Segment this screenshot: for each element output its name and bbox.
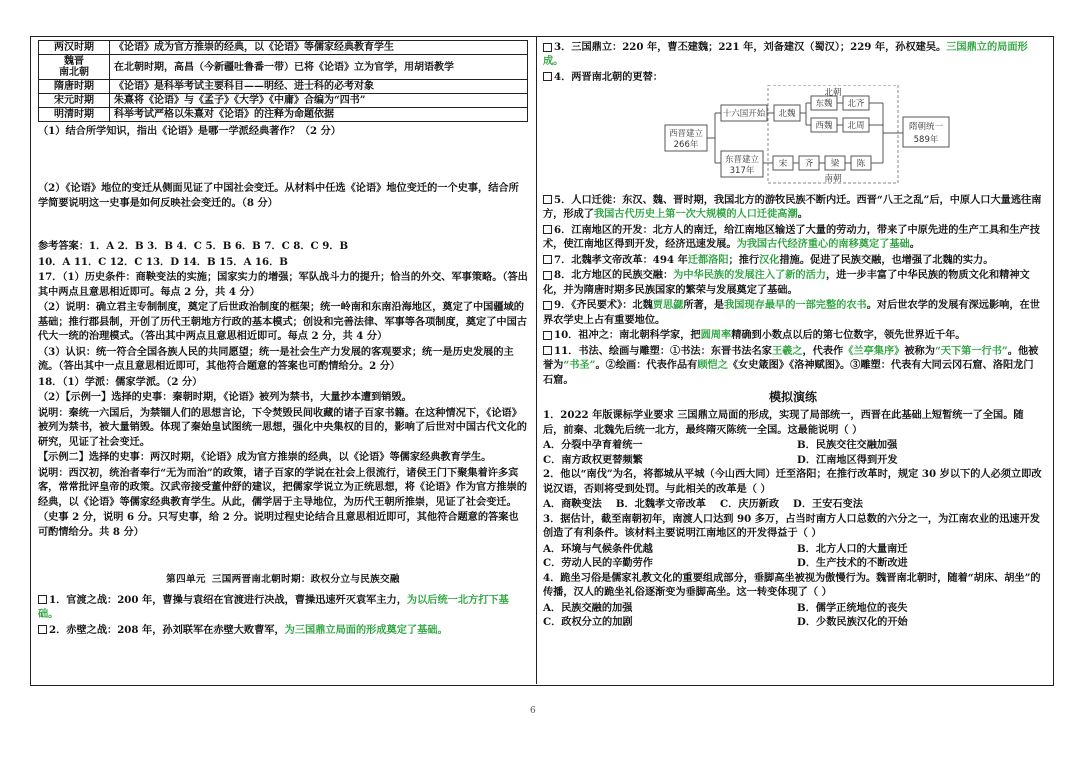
item-8: 8．北方地区的民族交融：为中华民族的发展注入了新的活力，进一步丰富了中华民族的物质文化和精神文化，并为隋唐时期多民族国家的繁荣与发展奠定了基础。 xyxy=(543,269,1030,296)
answer-17-3: （3）认识：统一符合全国各族人民的共同愿望；统一是社会生产力发展的客观要求；统一是历史发展的主流。（答出其中一点且意思相近即可，其他符合题意的答案也可酌情给分。2 分） xyxy=(38,345,514,373)
checkbox-icon xyxy=(543,255,552,264)
option: B．儒学正统地位的丧失 xyxy=(797,601,908,614)
option: D．少数民族汉化的开始 xyxy=(797,616,908,629)
label-xijin: 西晋建立 xyxy=(668,129,704,140)
option: C．政权分立的加剧 xyxy=(543,616,633,629)
column-divider xyxy=(536,36,537,684)
option: D．生产技术的不断改进 xyxy=(797,557,908,570)
checkbox-icon xyxy=(543,195,552,204)
table-cell-era: 明清时期 xyxy=(39,108,110,122)
mock-question-3-options xyxy=(543,542,1043,571)
answer-key-header: 参考答案：1．A 2．B 3．B 4．C 5．B 6．B 7．C 8．C 9．B xyxy=(38,240,349,253)
option: D．王安石变法 xyxy=(793,498,863,511)
checkbox-icon xyxy=(543,331,552,340)
question-2: （2）《论语》地位的变迁从侧面见证了中国社会变迁。从材料中任选《论语》地位变迁的一个史事，结合所学简要说明这一史事是如何反映社会变迁的。（8 分） xyxy=(38,182,519,209)
page-number: 6 xyxy=(530,706,536,716)
answer-key-line2: 10．A 11．C 12．C 13．D 14．B 15．A 16．B xyxy=(38,255,288,268)
option: C．南方政权更替频繁 xyxy=(543,453,643,466)
label-dongjin: 东晋建立 xyxy=(724,155,760,166)
option: D．江南地区得到开发 xyxy=(797,453,898,466)
table-cell-era: 宋元时期 xyxy=(39,94,110,108)
table-row xyxy=(39,94,528,108)
item-6: 6．江南地区的开发：北方人的南迁，给江南地区输送了大量的劳动力，带来了中原先进的生产工具和生产技术，使江南地区得到开发，经济迅速发展。为我国古代经济重心的南移奠定了基础。 xyxy=(543,223,1040,251)
label-589: 589年 xyxy=(913,135,939,146)
checkbox-icon xyxy=(543,301,552,310)
option: C．庆历新政 xyxy=(719,498,780,511)
table-row xyxy=(39,41,528,55)
label-qi: 齐 xyxy=(804,159,814,170)
label-beiqi: 北齐 xyxy=(847,99,865,110)
table-cell-text: 《论语》是科举考试主要科目——明经、进士科的必考对象 xyxy=(110,80,528,94)
answer-18-5: 说明：西汉初，统治者奉行“无为而治”的政策，诸子百家的学说在社会上很流行，诸侯王门下聚集着许多宾客，常常批评皇帝的政策。汉武帝接受董仲舒的建议，把儒家学说立为正统思想，将《论语》作为官方推崇的经典，以《论语》等儒家经典教育学生。从此，儒学居于主导地位，为历代王朝所推崇，见证了社会变迁。 xyxy=(38,466,527,508)
table-cell-era: 两汉时期 xyxy=(39,41,110,55)
label-song: 宋 xyxy=(778,159,788,170)
label-317: 317年 xyxy=(729,166,755,177)
table-cell-era: 隋唐时期 xyxy=(39,80,110,94)
label-sui: 隋朝统一 xyxy=(908,122,944,133)
question-1: （1）结合所学知识，指出《论语》是哪一学派经典著作？（2 分） xyxy=(38,125,341,137)
mock-question-2: 2．他以“南伐”为名，将都城从平城（今山西大同）迁至洛阳；在推行改革时，规定 30 岁以下的人必须立即改说汉语，否则将受到处罚。与此相关的改革是（ ） xyxy=(543,468,1042,495)
checkbox-icon xyxy=(38,625,47,634)
label-beichao: 北朝 xyxy=(824,88,842,99)
table-cell-text: 科举考试严格以朱熹对《论语》的注释为命题依据 xyxy=(110,108,528,122)
option: A．分裂中孕育着统一 xyxy=(543,439,643,452)
table-row xyxy=(39,108,528,122)
answer-18-6: （史事 2 分，说明 6 分。只写史事，给 2 分。说明过程史论结合且意思相近即可，其他符合题意的答案也可酌情给分。共 8 分） xyxy=(38,511,519,538)
item-7: 7．北魏孝文帝改革：494 年迁都洛阳；推行汉化措施。促进了民族交融，也增强了北魏的实力。 xyxy=(543,253,1043,267)
answer-17-1: 17．（1）历史条件：商鞅变法的实施；国家实力的增强；军队战斗力的提升；恰当的外交、军事策略。（答出其中两点且意思相近即可。每点 2 分，共 4 分） xyxy=(38,271,528,298)
label-chen: 陈 xyxy=(856,159,866,170)
checkbox-icon xyxy=(543,72,552,81)
mock-question-4: 4．跪坐习俗是儒家礼教文化的重要组成部分，垂脚高坐被视为傲慢行为。魏晋南北朝时，随着“胡床、胡坐”的传播，汉人的跪坐礼俗逐渐变为垂脚高坐。这一转变体现了（ ） xyxy=(543,571,1041,599)
label-266: 266年 xyxy=(673,140,699,151)
checkbox-icon xyxy=(543,346,552,355)
table-cell-text: 朱熹将《论语》与《孟子》《大学》《中庸》合编为“四书” xyxy=(110,94,528,108)
answer-18-4: 【示例二】选择的史事：两汉时期，《论语》成为官方推崇的经典，以《论语》等儒家经典教育学生。 xyxy=(38,451,492,464)
answer-18-2: （2）【示例一】选择的史事：秦朝时期，《论语》被列为禁书，大量抄本遭到销毁。 xyxy=(38,391,412,404)
mock-question-4-options xyxy=(543,601,1043,630)
item-11: 11．书法、绘画与雕塑：①书法：东晋书法名家王羲之，代表作《兰亭集序》被称为“天下第一行书”。他被誉为“书圣”。②绘画：代表作品有顾恺之《女史箴图》《洛神赋图》。③雕塑：代表有大同云冈石窟、洛阳龙门石窟。 xyxy=(543,344,1039,386)
item-10: 10．祖冲之：南北朝科学家，把圆周率精确到小数点以后的第七位数字，领先世界近千年。 xyxy=(543,328,1043,342)
checkbox-icon xyxy=(543,43,552,52)
label-beizhou: 北周 xyxy=(847,121,865,132)
label-beiwei: 北魏 xyxy=(778,109,796,120)
option: A．民族交融的加强 xyxy=(543,601,633,614)
mock-question-1: 1．2022 年版课标学业要求 三国鼎立局面的形成，实现了局部统一，西晋在此基础上短暂统一了全国。随后，前秦、北魏先后统一北方，最终隋灭陈统一全国。这最能说明（ ） xyxy=(543,409,1024,436)
answer-space xyxy=(38,139,528,181)
checkbox-icon xyxy=(38,595,47,604)
table-row xyxy=(39,80,528,94)
item-3: 3．三国鼎立：220 年，曹丕建魏；221 年，刘备建汉（蜀汉）；229 年，孙权建吴。三国鼎立的局面形成。 xyxy=(543,41,1028,68)
option: A．环境与气候条件优越 xyxy=(543,542,653,555)
mock-practice-title: 模拟演练 xyxy=(768,390,817,405)
item-2: 2．赤壁之战：208 年，孙刘联军在赤壁大败曹军，为三国鼎立局面的形成奠定了基础。 xyxy=(38,623,528,637)
right-column xyxy=(543,40,1043,630)
label-dongwei: 东魏 xyxy=(815,99,833,110)
answer-18-3: 说明：秦统一六国后，为禁锢人们的思想言论，下令焚毁民间收藏的诸子百家书籍。在这种情况下，《论语》被列为禁书，被大量销毁。体现了秦始皇试图统一思想，强化中央集权的目的，影响了后世对中国古代文化的研究，见证了社会变迁。 xyxy=(38,406,527,448)
label-xiwei: 西魏 xyxy=(815,121,833,132)
label-shiliuguo: 十六国开始 xyxy=(722,109,766,120)
item-9: 9．《齐民要术》：北魏贾思勰所著，是我国现存最早的一部完整的农书。对后世农学的发展有深远影响，在世界农学史上占有重要地位。 xyxy=(543,299,1040,326)
option: C．劳动人民的辛勤劳作 xyxy=(543,557,653,570)
dynasty-succession-diagram xyxy=(543,85,1043,187)
checkbox-icon xyxy=(543,225,552,234)
left-column xyxy=(38,40,528,638)
lunyu-status-table xyxy=(38,40,528,122)
answer-18-1: 18．（1）学派：儒家学派。（2 分） xyxy=(38,375,203,388)
mock-question-3: 3．据估计，截至南朝初年，南渡人口达到 90 多万，占当时南方人口总数的六分之一，为江南农业的迅速开发创造了有利条件。该材料主要说明江南地区的开发得益于（ ） xyxy=(543,512,1040,540)
answer-space xyxy=(38,211,528,239)
label-nanchao: 南朝 xyxy=(824,174,842,185)
table-cell-text: 在北朝时期，高昌（今新疆吐鲁番一带）已将《论语》立为官学，用胡语教学 xyxy=(110,55,528,80)
table-cell-era: 魏晋 南北朝 xyxy=(39,55,110,80)
table-row xyxy=(39,55,528,80)
item-4: 4．两晋南北朝的更替： xyxy=(543,70,1043,84)
option: B．北魏孝文帝改革 xyxy=(615,498,706,511)
table-cell-text: 《论语》成为官方推崇的经典，以《论语》等儒家经典教育学生 xyxy=(110,41,528,55)
item-1: 1．官渡之战：200 年，曹操与袁绍在官渡进行决战，曹操迅速歼灭袁军主力，为以后统一北方打下基础。 xyxy=(38,593,509,621)
mock-question-1-options xyxy=(543,438,1043,467)
option: A．商鞅变法 xyxy=(543,498,602,511)
label-liang: 梁 xyxy=(830,159,840,170)
option: B．民族交往交融加强 xyxy=(797,439,898,452)
checkbox-icon xyxy=(543,271,552,280)
item-5: 5．人口迁徙：东汉、魏、晋时期，我国北方的游牧民族不断内迁。西晋“八王之乱”后，中原人口大量逃往南方，形成了我国古代历史上第一次大规模的人口迁徙高潮。 xyxy=(543,193,1042,221)
mock-question-2-options xyxy=(543,497,1043,511)
chapter-title: 第四单元 三国两晋南北朝时期：政权分立与民族交融 xyxy=(166,574,400,586)
option: B．北方人口的大量南迁 xyxy=(797,542,908,555)
answer-17-2: （2）说明：确立君主专制制度，奠定了后世政治制度的框架；统一岭南和东南沿海地区，奠定了中国疆域的基础；推行郡县制，开创了历代王朝地方行政的基本模式；创设和完善法律、军事等各项制度，奠定了中国古代大一统的治理模式。（答出其中两点且意思相近即可。每点 2 分，共 4 分） xyxy=(38,301,527,343)
